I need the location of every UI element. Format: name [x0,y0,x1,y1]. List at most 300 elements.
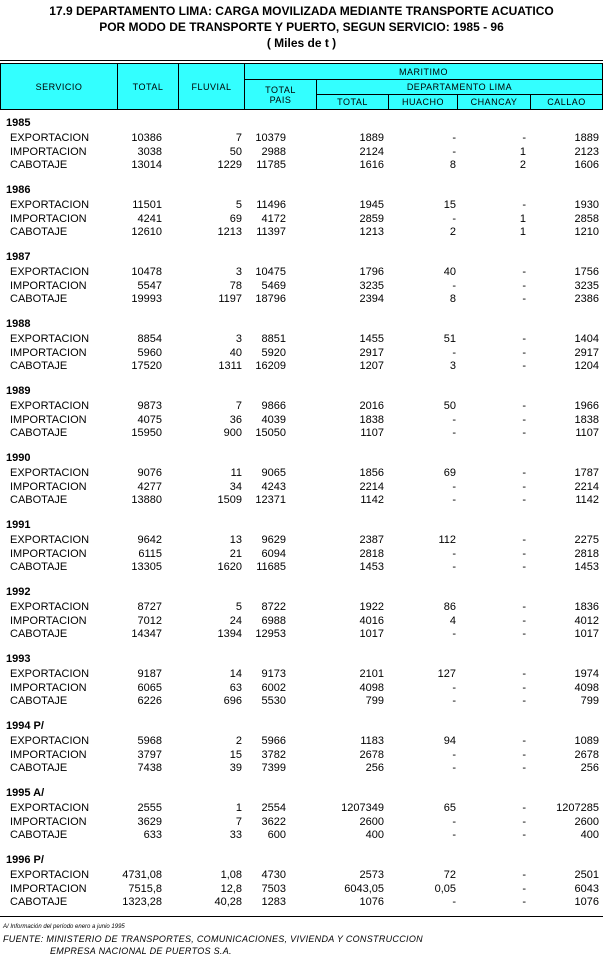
header-maritimo: MARITIMO [244,63,603,80]
cell-value: - [522,896,526,908]
header-total-pais-line2: PAIS [269,94,292,105]
cell-value: 2124 [359,145,384,158]
cell-value: 1 [235,802,242,814]
table-row [0,534,603,547]
row-label: IMPORTACION [10,346,87,359]
cell-value: 8851 [261,333,286,345]
cell-value: 8854 [137,333,162,345]
cell-value: - [522,561,526,573]
year-group [0,452,603,519]
cell-value: 1213 [359,226,384,238]
year-label: 1992 [6,586,31,598]
table-row [0,213,603,226]
cell-value: - [522,802,526,814]
cell-value: 1616 [359,159,384,171]
year-label: 1986 [6,184,31,196]
cell-value: - [522,681,526,694]
row-label: CABOTAJE [10,360,68,372]
cell-value: 1 [519,145,526,158]
cell-value: 15 [229,748,242,761]
table-row [0,159,603,172]
cell-value: 2 [519,159,526,171]
cell-value: 4243 [261,480,286,493]
cell-value: 10386 [131,132,162,144]
table-row [0,869,603,882]
row-label: EXPORTACION [10,199,90,211]
cell-value: 2555 [137,802,162,814]
cell-value: 1142 [360,494,384,506]
cell-value: 2123 [574,145,599,158]
cell-value: 3 [235,333,242,345]
header-total-pais-line1: TOTAL [265,84,296,95]
cell-value: 400 [580,829,599,841]
year-group [0,787,603,854]
cell-value: 1283 [261,896,286,908]
cell-value: - [452,815,456,828]
cell-value: 63 [229,681,242,694]
cell-value: 2386 [574,293,599,305]
cell-value: 9187 [137,668,162,680]
cell-value: 1229 [217,159,242,171]
table-row [0,347,603,360]
cell-value: 3 [235,266,242,278]
cell-value: 65 [443,802,456,814]
cell-value: 12371 [255,494,286,506]
cell-value: 16209 [255,360,286,372]
table-row [0,280,603,293]
cell-value: 39 [229,762,242,774]
cell-value: - [522,668,526,680]
year-group [0,318,603,385]
cell-value: - [522,494,526,506]
table-row [0,226,603,239]
cell-value: 6226 [137,695,162,707]
row-label: EXPORTACION [10,266,90,278]
cell-value: 7399 [261,762,286,774]
cell-value: 1453 [574,561,599,573]
row-label: EXPORTACION [10,132,90,144]
cell-value: - [522,628,526,640]
row-label: IMPORTACION [10,547,87,560]
cell-value: 256 [580,762,599,774]
row-label: EXPORTACION [10,668,90,680]
cell-value: 15950 [131,427,162,439]
row-label: IMPORTACION [10,815,87,828]
header-total: TOTAL [117,63,179,110]
cell-value: 633 [143,829,162,841]
cell-value: - [452,681,456,694]
cell-value: - [452,829,456,841]
cell-value: - [522,695,526,707]
table-row [0,695,603,708]
cell-value: 13 [229,534,242,546]
table-row [0,427,603,440]
cell-value: 40,28 [214,896,242,908]
year-label: 1993 [6,653,31,665]
source-line-2: EMPRESA NACIONAL DE PUERTOS S.A. [50,946,232,956]
cell-value: - [522,534,526,546]
cell-value: 6002 [261,681,286,694]
row-label: IMPORTACION [10,145,87,158]
cell-value: 24 [229,614,242,627]
cell-value: 2 [235,735,242,747]
table-row [0,829,603,842]
table-row [0,481,603,494]
cell-value: - [452,132,456,144]
cell-value: 51 [443,333,456,345]
table-row [0,883,603,896]
cell-value: 1183 [360,735,384,747]
cell-value: - [452,145,456,158]
cell-value: 11496 [256,199,286,211]
table-row [0,266,603,279]
year-group [0,653,603,720]
cell-value: 1,08 [220,869,242,881]
cell-value: 13014 [131,159,162,171]
header-fluvial: FLUVIAL [178,63,245,110]
cell-value: 1606 [574,159,599,171]
cell-value: 2600 [574,815,599,828]
cell-value: - [452,494,456,506]
cell-value: - [452,413,456,426]
cell-value: 5966 [261,735,286,747]
cell-value: 10478 [131,266,162,278]
cell-value: - [522,480,526,493]
source-line-1: FUENTE: MINISTERIO DE TRANSPORTES, COMUNICACIONES, VIVIENDA Y CONSTRUCCION [3,934,423,944]
cell-value: 11 [230,467,242,479]
cell-value: - [522,882,526,895]
cell-value: - [452,480,456,493]
cell-value: 94 [443,735,456,747]
cell-value: 3782 [261,748,286,761]
cell-value: 7012 [137,614,162,627]
cell-value: 1311 [218,360,242,372]
cell-value: 1455 [359,333,384,345]
table-row [0,601,603,614]
cell-value: 4241 [137,212,162,225]
cell-value: 1017 [359,628,384,640]
row-label: CABOTAJE [10,159,68,171]
cell-value: 2214 [574,480,599,493]
year-group [0,385,603,452]
table-row [0,896,603,909]
cell-value: - [522,427,526,439]
cell-value: 9866 [261,400,286,412]
cell-value: - [522,601,526,613]
cell-value: 1394 [217,628,242,640]
row-label: EXPORTACION [10,601,90,613]
cell-value: 3038 [137,145,162,158]
cell-value: 1197 [218,293,242,305]
cell-value: - [452,748,456,761]
year-label: 1995 A/ [6,787,45,799]
row-label: CABOTAJE [10,226,68,238]
cell-value: - [522,869,526,881]
row-label: EXPORTACION [10,400,90,412]
cell-value: 1922 [359,601,384,613]
cell-value: 1889 [359,132,384,144]
cell-value: 72 [443,869,456,881]
cell-value: 3235 [574,279,599,292]
table-row [0,816,603,829]
row-label: IMPORTACION [10,212,87,225]
header-departamento-lima: DEPARTAMENTO LIMA [316,79,603,95]
cell-value: 2275 [574,534,599,546]
cell-value: 1017 [574,628,599,640]
cell-value: 127 [437,668,456,680]
row-label: EXPORTACION [10,534,90,546]
cell-value: 3629 [137,815,162,828]
cell-value: 9642 [137,534,162,546]
table-row [0,333,603,346]
cell-value: - [522,614,526,627]
table-row [0,561,603,574]
cell-value: 9065 [261,467,286,479]
cell-value: 600 [267,829,286,841]
cell-value: - [522,293,526,305]
cell-value: 19993 [131,293,162,305]
cell-value: - [452,561,456,573]
cell-value: 8 [449,293,456,305]
cell-value: - [522,829,526,841]
table-row [0,293,603,306]
cell-value: - [522,762,526,774]
row-label: IMPORTACION [10,748,87,761]
cell-value: 112 [438,534,456,546]
cell-value: 69 [443,467,456,479]
cell-value: 5960 [137,346,162,359]
cell-value: 9173 [261,668,286,680]
cell-value: 21 [229,547,242,560]
cell-value: 1 [519,212,526,225]
cell-value: 33 [229,829,242,841]
cell-value: 36 [229,413,242,426]
cell-value: 8727 [137,601,162,613]
cell-value: 5 [235,199,242,211]
cell-value: 8722 [261,601,286,613]
table-row [0,615,603,628]
cell-value: 4731,08 [122,869,162,881]
cell-value: 1453 [359,561,384,573]
row-label: IMPORTACION [10,480,87,493]
table-row [0,668,603,681]
header-total-pais [244,79,317,110]
cell-value: 4012 [574,614,599,627]
row-label: IMPORTACION [10,279,87,292]
cell-value: 7515,8 [128,882,162,895]
row-label: CABOTAJE [10,628,68,640]
cell-value: 1787 [574,467,599,479]
year-label: 1991 [6,519,31,531]
cell-value: 50 [443,400,456,412]
cell-value: 1076 [574,896,599,908]
cell-value: 1207349 [341,802,384,814]
cell-value: 900 [223,427,242,439]
row-label: IMPORTACION [10,413,87,426]
year-label: 1994 P/ [6,720,44,732]
cell-value: 1404 [574,333,599,345]
table-row [0,360,603,373]
cell-value: 7 [235,815,242,828]
table-row [0,199,603,212]
row-label: CABOTAJE [10,561,68,573]
cell-value: 9076 [137,467,162,479]
cell-value: 3622 [261,815,286,828]
cell-value: 1930 [574,199,599,211]
cell-value: - [452,896,456,908]
year-group [0,586,603,653]
cell-value: 69 [229,212,242,225]
cell-value: 2988 [261,145,286,158]
table-row [0,400,603,413]
header-callao: CALLAO [530,94,603,110]
cell-value: 12953 [255,628,286,640]
cell-value: 1838 [359,413,384,426]
table-row [0,628,603,641]
cell-value: 1076 [359,896,384,908]
cell-value: - [522,132,526,144]
cell-value: - [452,279,456,292]
cell-value: 13305 [131,561,162,573]
cell-value: - [522,333,526,345]
cell-value: 1620 [217,561,242,573]
cell-value: 1107 [575,427,599,439]
year-label: 1987 [6,251,31,263]
year-label: 1988 [6,318,31,330]
table-row [0,762,603,775]
cell-value: 4039 [261,413,286,426]
cell-value: 4098 [359,681,384,694]
cell-value: 799 [365,695,384,707]
table-body [0,117,603,921]
cell-value: 7 [235,132,242,144]
cell-value: 7 [235,400,242,412]
cell-value: 12610 [131,226,162,238]
cell-value: - [452,628,456,640]
cell-value: 10379 [255,132,286,144]
cell-value: 2394 [359,293,384,305]
cell-value: - [522,266,526,278]
year-group [0,251,603,318]
row-label: IMPORTACION [10,882,87,895]
table-title-line1: 17.9 DEPARTAMENTO LIMA: CARGA MOVILIZADA MEDIANTE TRANSPORTE ACUATICO [49,4,554,18]
table-row [0,132,603,145]
year-group [0,720,603,787]
year-group [0,519,603,586]
cell-value: - [522,400,526,412]
cell-value: 86 [443,601,456,613]
cell-value: - [522,199,526,211]
row-label: CABOTAJE [10,896,68,908]
cell-value: 9629 [261,534,286,546]
cell-value: 2101 [359,668,384,680]
cell-value: 2818 [359,547,384,560]
header-dl-total: TOTAL [316,94,389,110]
table-row [0,414,603,427]
cell-value: 1756 [574,266,599,278]
cell-value: 6115 [138,547,162,560]
cell-value: 11785 [256,159,286,171]
cell-value: - [522,735,526,747]
cell-value: 2917 [574,346,599,359]
footnote: A/ Información del período enero a junio 1995 [3,924,125,930]
cell-value: 2501 [574,869,599,881]
cell-value: 11685 [256,561,286,573]
cell-value: 2859 [359,212,384,225]
cell-value: 1509 [217,494,242,506]
cell-value: 6094 [261,547,286,560]
table-row [0,735,603,748]
cell-value: 1089 [574,735,599,747]
cell-value: 256 [365,762,384,774]
cell-value: 6988 [261,614,286,627]
row-label: CABOTAJE [10,762,68,774]
cell-value: 4075 [137,413,162,426]
cell-value: 6043,05 [344,882,384,895]
cell-value: - [522,815,526,828]
cell-value: 4730 [261,869,286,881]
row-label: CABOTAJE [10,695,68,707]
cell-value: 2818 [574,547,599,560]
cell-value: 9873 [137,400,162,412]
cell-value: 4016 [359,614,384,627]
cell-value: - [452,547,456,560]
row-label: CABOTAJE [10,293,68,305]
cell-value: 1856 [359,467,384,479]
cell-value: 1966 [574,400,599,412]
cell-value: 1836 [574,601,599,613]
cell-value: 1796 [359,266,384,278]
cell-value: 50 [229,145,242,158]
cell-value: 799 [580,695,599,707]
year-label: 1996 P/ [6,854,44,866]
cell-value: 2387 [359,534,384,546]
cell-value: 1207285 [556,802,599,814]
cell-value: 5547 [137,279,162,292]
header-huacho: HUACHO [388,94,458,110]
cell-value: 40 [229,346,242,359]
cell-value: 1 [519,226,526,238]
cell-value: 18796 [255,293,286,305]
table-title-line2: POR MODO DE TRANSPORTE Y PUERTO, SEGUN SERVICIO: 1985 - 96 [99,20,504,34]
cell-value: 3235 [359,279,384,292]
cell-value: - [522,467,526,479]
cell-value: 12,8 [220,882,242,895]
cell-value: 4 [449,614,456,627]
cell-value: 2573 [359,869,384,881]
cell-value: 5469 [261,279,286,292]
cell-value: 1142 [575,494,599,506]
table-header [0,63,603,110]
cell-value: 2858 [574,212,599,225]
table-row [0,682,603,695]
cell-value: 2678 [359,748,384,761]
cell-value: - [522,547,526,560]
cell-value: 1213 [217,226,242,238]
cell-value: - [452,212,456,225]
cell-value: 2 [449,226,456,238]
table-row [0,146,603,159]
cell-value: - [522,279,526,292]
cell-value: 5530 [261,695,286,707]
cell-value: 1838 [574,413,599,426]
cell-value: - [452,427,456,439]
year-group [0,184,603,251]
cell-value: 2214 [359,480,384,493]
cell-value: 14347 [131,628,162,640]
top-rule [0,60,603,61]
cell-value: 11397 [256,226,286,238]
